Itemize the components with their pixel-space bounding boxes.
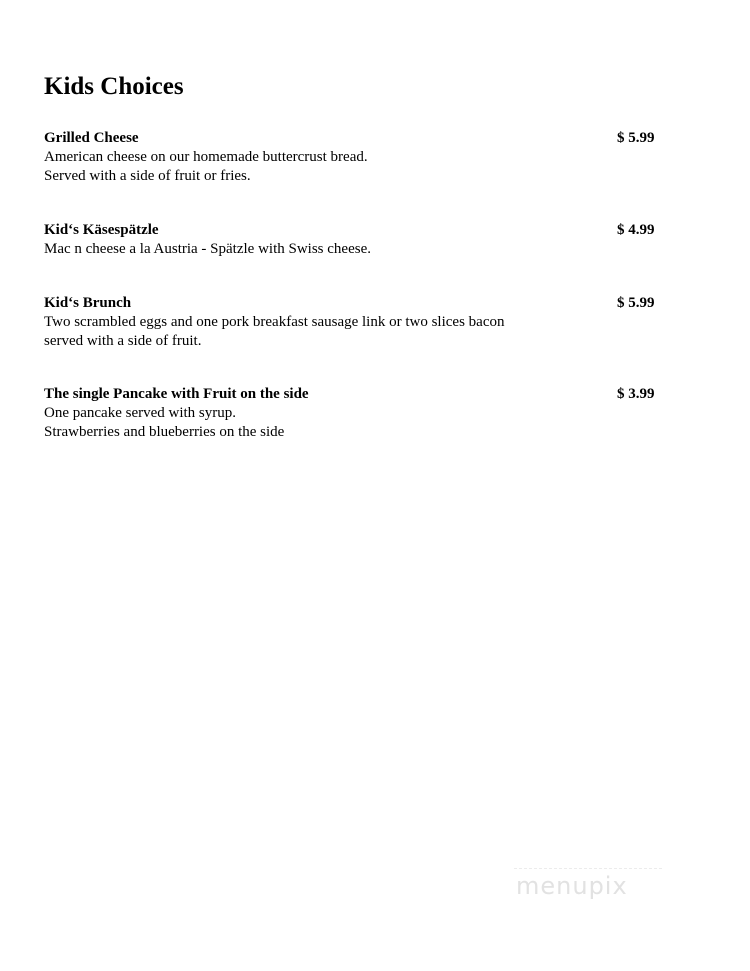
menu-item-kids-brunch (44, 294, 664, 350)
menu-item-header (44, 294, 664, 313)
menu-item-price: $ 4.99 (617, 222, 655, 238)
page-title: Kids Choices (44, 73, 184, 100)
menu-item-price: $ 3.99 (617, 386, 655, 402)
menu-item-description-line: American cheese on our homemade buttercrust bread. (44, 149, 368, 165)
menu-item-kids-kasespatzle (44, 221, 664, 259)
menupix-watermark (514, 868, 664, 912)
menu-item-description-line: Strawberries and blueberries on the side (44, 423, 285, 440)
menu-item-price: $ 5.99 (617, 130, 655, 146)
menu-item-description-line: served with a side of fruit. (44, 332, 202, 349)
menu-item-name: Grilled Cheese (44, 130, 139, 146)
menu-item-name: Kid‘s Käsespätzle (44, 222, 159, 238)
menu-item-name: The single Pancake with Fruit on the side (44, 386, 309, 402)
menu-item-single-pancake (44, 385, 664, 441)
menu-item-description-line: Two scrambled eggs and one pork breakfast sausage link or two slices bacon (44, 314, 505, 330)
menu-item-description-line: One pancake served with syrup. (44, 405, 237, 421)
menu-item-price: $ 5.99 (617, 295, 655, 311)
watermark-text: menupix (516, 872, 628, 900)
menu-item-header (44, 385, 664, 404)
menu-item-name: Kid‘s Brunch (44, 295, 132, 311)
menu-item-description-line: Served with a side of fruit or fries. (44, 167, 251, 184)
watermark-divider (514, 868, 664, 869)
menu-item-description-line: Mac n cheese a la Austria - Spätzle with Swiss cheese. (44, 241, 371, 257)
menu-item-grilled-cheese (44, 129, 664, 185)
menu-item-header (44, 129, 664, 148)
menu-item-header (44, 221, 664, 240)
